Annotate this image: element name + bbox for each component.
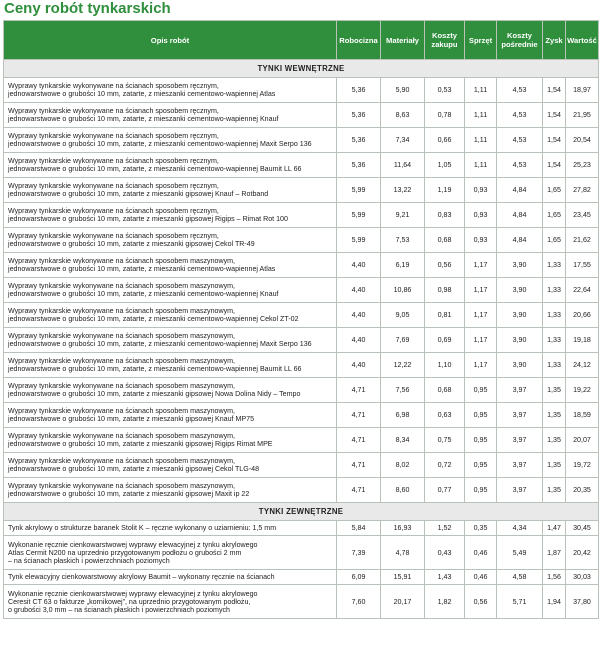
value-cell: 8,60 (381, 478, 425, 503)
value-cell: 1,35 (543, 378, 566, 403)
description-line: jednowarstwowe o grubości 10 mm, zatarte, z mieszanki cementowo-wapiennej Atlas (8, 265, 276, 273)
value-cell: 1,65 (543, 228, 566, 253)
value-cell: 19,18 (566, 328, 599, 353)
value-cell: 1,47 (543, 521, 566, 536)
table-row (4, 585, 599, 619)
value-cell: 1,11 (465, 153, 497, 178)
value-cell: 1,11 (465, 103, 497, 128)
description-cell (4, 103, 337, 128)
value-cell: 0,68 (425, 228, 465, 253)
value-cell: 0,43 (425, 536, 465, 570)
description-cell (4, 536, 337, 570)
value-cell: 3,97 (497, 453, 543, 478)
value-cell: 1,19 (425, 178, 465, 203)
description-line: jednowarstwowe o grubości 10 mm, zatarte, z mieszanki cementowo-wapiennej Atlas (8, 90, 276, 98)
value-cell: 7,69 (381, 328, 425, 353)
value-cell: 7,53 (381, 228, 425, 253)
value-cell: 1,54 (543, 128, 566, 153)
description-line: Wyprawy tynkarskie wykonywane na ścianach sposobem maszynowym, (8, 482, 236, 490)
description-line: Wykonanie ręcznie cienkowarstwowej wyprawy elewacyjnej z tynku akrylowego (8, 589, 258, 598)
description-line: Wyprawy tynkarskie wykonywane na ścianach sposobem maszynowym, (8, 382, 236, 390)
value-cell: 0,95 (465, 428, 497, 453)
value-cell: 1,05 (425, 153, 465, 178)
description-cell (4, 478, 337, 503)
value-cell: 15,91 (381, 570, 425, 585)
value-cell: 4,53 (497, 153, 543, 178)
table-row (4, 278, 599, 303)
value-cell: 3,97 (497, 478, 543, 503)
table-row (4, 478, 599, 503)
section-header-row (4, 60, 599, 78)
table-row (4, 521, 599, 536)
value-cell: 7,34 (381, 128, 425, 153)
description-line: Ceresit CT 63 o fakturze „kornikowej”, na uprzednio przygotowanym podłożu, (8, 597, 251, 606)
value-cell: 1,10 (425, 353, 465, 378)
value-cell: 4,78 (381, 536, 425, 570)
value-cell: 5,36 (337, 153, 381, 178)
value-cell: 4,71 (337, 428, 381, 453)
table-row (4, 570, 599, 585)
column-header: Opis robót (4, 21, 337, 60)
value-cell: 9,21 (381, 203, 425, 228)
column-header: Koszty zakupu (425, 21, 465, 60)
description-line: Wyprawy tynkarskie wykonywane na ścianach sposobem ręcznym, (8, 82, 219, 90)
value-cell: 9,05 (381, 303, 425, 328)
value-cell: 1,35 (543, 453, 566, 478)
description-cell (4, 570, 337, 585)
value-cell: 8,63 (381, 103, 425, 128)
value-cell: 5,71 (497, 585, 543, 619)
description-line: Wyprawy tynkarskie wykonywane na ścianach sposobem ręcznym, (8, 107, 219, 115)
value-cell: 1,43 (425, 570, 465, 585)
value-cell: 1,33 (543, 253, 566, 278)
value-cell: 18,97 (566, 78, 599, 103)
description-line: jednowarstwowe o grubości 10 mm, zatarte z mieszanki gipsowej Cekol TLG-48 (8, 465, 260, 473)
value-cell: 4,84 (497, 203, 543, 228)
description-line: Atlas Cermit N200 na uprzednio przygotowanym podłożu o grubości 2 mm (8, 548, 242, 557)
value-cell: 7,39 (337, 536, 381, 570)
value-cell: 4,84 (497, 178, 543, 203)
value-cell: 27,82 (566, 178, 599, 203)
description-cell (4, 178, 337, 203)
value-cell: 1,17 (465, 353, 497, 378)
table-row (4, 253, 599, 278)
description-line: – na ścianach płaskich i powierzchniach poziomych (8, 556, 170, 565)
value-cell: 0,93 (465, 203, 497, 228)
table-row (4, 103, 599, 128)
description-cell (4, 228, 337, 253)
value-cell: 5,90 (381, 78, 425, 103)
value-cell: 1,35 (543, 403, 566, 428)
value-cell: 37,80 (566, 585, 599, 619)
description-line: Wyprawy tynkarskie wykonywane na ścianach sposobem ręcznym, (8, 207, 219, 215)
value-cell: 18,59 (566, 403, 599, 428)
table-row (4, 328, 599, 353)
value-cell: 0,95 (465, 453, 497, 478)
description-line: Tynk akrylowy o strukturze baranek Stolit K – ręczne wykonany o uziarnieniu: 1,5 mm (8, 524, 277, 532)
table-row (4, 78, 599, 103)
value-cell: 4,58 (497, 570, 543, 585)
value-cell: 16,93 (381, 521, 425, 536)
value-cell: 30,45 (566, 521, 599, 536)
description-line: Wyprawy tynkarskie wykonywane na ścianach sposobem ręcznym, (8, 132, 219, 140)
value-cell: 1,82 (425, 585, 465, 619)
description-line: Wyprawy tynkarskie wykonywane na ścianach sposobem maszynowym, (8, 432, 236, 440)
value-cell: 1,52 (425, 521, 465, 536)
value-cell: 1,11 (465, 78, 497, 103)
value-cell: 20,66 (566, 303, 599, 328)
table-row (4, 178, 599, 203)
description-line: Tynk elewacyjny cienkowarstwowy akrylowy Baumit – wykonany ręcznie na ścianach (8, 573, 275, 581)
description-cell (4, 253, 337, 278)
value-cell: 0,95 (465, 378, 497, 403)
value-cell: 0,66 (425, 128, 465, 153)
value-cell: 4,84 (497, 228, 543, 253)
header-row (4, 21, 599, 60)
table-row (4, 228, 599, 253)
value-cell: 4,53 (497, 103, 543, 128)
section-title: TYNKI WEWNĘTRZNE (4, 60, 599, 78)
value-cell: 1,17 (465, 278, 497, 303)
value-cell: 19,22 (566, 378, 599, 403)
description-cell (4, 278, 337, 303)
description-line: Wyprawy tynkarskie wykonywane na ścianach sposobem maszynowym, (8, 357, 236, 365)
value-cell: 1,94 (543, 585, 566, 619)
value-cell: 5,36 (337, 128, 381, 153)
table-row (4, 428, 599, 453)
table-row (4, 203, 599, 228)
value-cell: 20,42 (566, 536, 599, 570)
value-cell: 0,81 (425, 303, 465, 328)
column-header: Koszty pośrednie (497, 21, 543, 60)
description-line: Wyprawy tynkarskie wykonywane na ścianach sposobem ręcznym, (8, 232, 219, 240)
value-cell: 20,17 (381, 585, 425, 619)
value-cell: 1,65 (543, 203, 566, 228)
value-cell: 7,56 (381, 378, 425, 403)
description-line: Wyprawy tynkarskie wykonywane na ścianach sposobem maszynowym, (8, 332, 236, 340)
value-cell: 0,98 (425, 278, 465, 303)
value-cell: 1,65 (543, 178, 566, 203)
value-cell: 13,22 (381, 178, 425, 203)
value-cell: 21,95 (566, 103, 599, 128)
description-line: Wykonanie ręcznie cienkowarstwowej wyprawy elewacyjnej z tynku akrylowego (8, 540, 258, 549)
description-line: jednowarstwowe o grubości 10 mm, zatarte, z mieszanki cementowo-wapiennej Baumit LL 66 (8, 365, 302, 373)
column-header: Sprzęt (465, 21, 497, 60)
value-cell: 25,23 (566, 153, 599, 178)
value-cell: 1,17 (465, 303, 497, 328)
value-cell: 4,71 (337, 478, 381, 503)
value-cell: 0,72 (425, 453, 465, 478)
value-cell: 0,69 (425, 328, 465, 353)
description-line: jednowarstwowe o grubości 10 mm, zatarte z mieszanki gipsowej Knauf – Rotband (8, 190, 269, 198)
description-line: jednowarstwowe o grubości 10 mm, zatarte z mieszanki gipsowej Rigips – Rimat Rot 100 (8, 215, 288, 223)
value-cell: 17,55 (566, 253, 599, 278)
value-cell: 4,40 (337, 253, 381, 278)
value-cell: 5,99 (337, 178, 381, 203)
description-line: jednowarstwowe o grubości 10 mm, zatarte, z mieszanki cementowo-wapiennej Cekol ZT-02 (8, 315, 299, 323)
description-line: Wyprawy tynkarskie wykonywane na ścianach sposobem maszynowym, (8, 457, 236, 465)
value-cell: 5,49 (497, 536, 543, 570)
value-cell: 12,22 (381, 353, 425, 378)
value-cell: 1,17 (465, 328, 497, 353)
value-cell: 19,72 (566, 453, 599, 478)
value-cell: 1,87 (543, 536, 566, 570)
value-cell: 4,71 (337, 378, 381, 403)
value-cell: 6,19 (381, 253, 425, 278)
description-line: Wyprawy tynkarskie wykonywane na ścianach sposobem maszynowym, (8, 257, 236, 265)
description-cell (4, 303, 337, 328)
description-cell (4, 128, 337, 153)
description-cell (4, 328, 337, 353)
value-cell: 3,90 (497, 253, 543, 278)
value-cell: 3,90 (497, 353, 543, 378)
description-line: Wyprawy tynkarskie wykonywane na ścianach sposobem maszynowym, (8, 407, 236, 415)
value-cell: 5,36 (337, 78, 381, 103)
description-line: jednowarstwowe o grubości 10 mm, zatarte z mieszanki gipsowej Cekol TR-49 (8, 240, 255, 248)
table-row (4, 536, 599, 570)
value-cell: 8,02 (381, 453, 425, 478)
value-cell: 7,60 (337, 585, 381, 619)
value-cell: 3,97 (497, 378, 543, 403)
value-cell: 21,62 (566, 228, 599, 253)
value-cell: 8,34 (381, 428, 425, 453)
value-cell: 0,93 (465, 178, 497, 203)
value-cell: 1,35 (543, 428, 566, 453)
value-cell: 1,56 (543, 570, 566, 585)
description-line: jednowarstwowe o grubości 10 mm, zatarte, z mieszanki cementowo-wapiennej Knauf (8, 115, 279, 123)
value-cell: 0,78 (425, 103, 465, 128)
description-line: jednowarstwowe o grubości 10 mm, zatarte z mieszanki gipsowej Rigips Rimat MPE (8, 440, 273, 448)
column-header: Materiały (381, 21, 425, 60)
value-cell: 4,53 (497, 128, 543, 153)
section-title: TYNKI ZEWNĘTRZNE (4, 503, 599, 521)
value-cell: 5,99 (337, 203, 381, 228)
description-line: jednowarstwowe o grubości 10 mm, zatarte, z mieszanki cementowo-wapiennej Maxit Serpo 136 (8, 140, 312, 148)
description-cell (4, 78, 337, 103)
table-row (4, 403, 599, 428)
description-cell (4, 403, 337, 428)
value-cell: 0,68 (425, 378, 465, 403)
value-cell: 6,09 (337, 570, 381, 585)
value-cell: 4,40 (337, 328, 381, 353)
value-cell: 0,83 (425, 203, 465, 228)
value-cell: 23,45 (566, 203, 599, 228)
table-body (4, 60, 599, 619)
description-cell (4, 153, 337, 178)
description-line: jednowarstwowe o grubości 10 mm, zatarte z mieszanki gipsowej Knauf MP75 (8, 415, 255, 423)
description-line: jednowarstwowe o grubości 10 mm, zatarte, z mieszanki cementowo-wapiennej Maxit Serpo 136 (8, 340, 312, 348)
description-line: jednowarstwowe o grubości 10 mm, zatarte z mieszanki gipsowej Maxit ip 22 (8, 490, 250, 498)
description-line: jednowarstwowe o grubości 10 mm, zatarte, z mieszanki cementowo-wapiennej Knauf (8, 290, 279, 298)
value-cell: 1,33 (543, 328, 566, 353)
description-line: Wyprawy tynkarskie wykonywane na ścianach sposobem ręcznym, (8, 182, 219, 190)
value-cell: 1,11 (465, 128, 497, 153)
value-cell: 3,90 (497, 328, 543, 353)
value-cell: 0,63 (425, 403, 465, 428)
value-cell: 1,54 (543, 153, 566, 178)
description-cell (4, 585, 337, 619)
description-line: jednowarstwowe o grubości 10 mm, zatarte z mieszanki gipsowej Nowa Dolina Nidy – Tempo (8, 390, 301, 398)
value-cell: 1,54 (543, 78, 566, 103)
value-cell: 4,53 (497, 78, 543, 103)
value-cell: 10,86 (381, 278, 425, 303)
value-cell: 20,35 (566, 478, 599, 503)
value-cell: 0,77 (425, 478, 465, 503)
value-cell: 0,53 (425, 78, 465, 103)
value-cell: 3,90 (497, 278, 543, 303)
table-row (4, 453, 599, 478)
value-cell: 1,33 (543, 278, 566, 303)
description-cell (4, 521, 337, 536)
table-row (4, 128, 599, 153)
value-cell: 1,33 (543, 303, 566, 328)
value-cell: 5,36 (337, 103, 381, 128)
value-cell: 24,12 (566, 353, 599, 378)
table-row (4, 303, 599, 328)
table-row (4, 378, 599, 403)
column-header: Zysk (543, 21, 566, 60)
value-cell: 4,71 (337, 453, 381, 478)
value-cell: 4,71 (337, 403, 381, 428)
value-cell: 0,56 (465, 585, 497, 619)
value-cell: 1,54 (543, 103, 566, 128)
value-cell: 20,54 (566, 128, 599, 153)
value-cell: 0,75 (425, 428, 465, 453)
value-cell: 3,97 (497, 428, 543, 453)
price-table (3, 20, 599, 619)
description-cell (4, 453, 337, 478)
value-cell: 0,95 (465, 478, 497, 503)
value-cell: 1,35 (543, 478, 566, 503)
description-cell (4, 203, 337, 228)
table-row (4, 153, 599, 178)
column-header: Robocizna (337, 21, 381, 60)
value-cell: 0,93 (465, 228, 497, 253)
value-cell: 0,46 (465, 536, 497, 570)
column-header: Wartość (566, 21, 599, 60)
value-cell: 4,40 (337, 278, 381, 303)
value-cell: 5,84 (337, 521, 381, 536)
value-cell: 20,07 (566, 428, 599, 453)
value-cell: 0,35 (465, 521, 497, 536)
value-cell: 0,56 (425, 253, 465, 278)
value-cell: 1,33 (543, 353, 566, 378)
value-cell: 30,03 (566, 570, 599, 585)
description-line: Wyprawy tynkarskie wykonywane na ścianach sposobem maszynowym, (8, 282, 236, 290)
description-cell (4, 378, 337, 403)
description-line: jednowarstwowe o grubości 10 mm, zatarte, z mieszanki cementowo-wapiennej Baumit LL 66 (8, 165, 302, 173)
value-cell: 4,40 (337, 353, 381, 378)
description-line: Wyprawy tynkarskie wykonywane na ścianach sposobem ręcznym, (8, 157, 219, 165)
description-cell (4, 428, 337, 453)
page-title: Ceny robót tynkarskich (4, 0, 171, 17)
description-cell (4, 353, 337, 378)
value-cell: 0,95 (465, 403, 497, 428)
value-cell: 5,99 (337, 228, 381, 253)
description-line: o grubości 3,0 mm – na ścianach płaskich i powierzchniach poziomych (8, 605, 230, 614)
value-cell: 4,34 (497, 521, 543, 536)
value-cell: 3,90 (497, 303, 543, 328)
section-header-row (4, 503, 599, 521)
value-cell: 22,64 (566, 278, 599, 303)
value-cell: 0,46 (465, 570, 497, 585)
value-cell: 1,17 (465, 253, 497, 278)
value-cell: 3,97 (497, 403, 543, 428)
description-line: Wyprawy tynkarskie wykonywane na ścianach sposobem maszynowym, (8, 307, 236, 315)
table-row (4, 353, 599, 378)
value-cell: 6,98 (381, 403, 425, 428)
value-cell: 11,64 (381, 153, 425, 178)
value-cell: 4,40 (337, 303, 381, 328)
